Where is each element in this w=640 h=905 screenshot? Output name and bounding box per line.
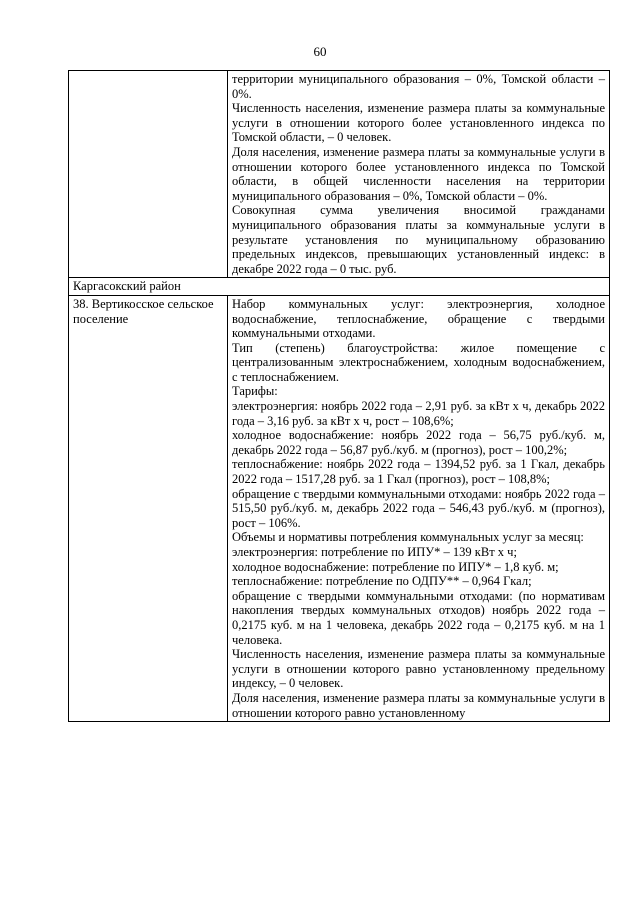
paragraph: Доля населения, изменение размера платы за коммунальные услуги в отношении которого более установленного индекса по Томской области, в общей численности населения на территории муниципального образования – 0%, Томской области – 0%.: [232, 144, 605, 203]
district-name: Каргасокский район: [69, 278, 610, 296]
table-row: [69, 71, 610, 278]
paragraph: обращение с твердыми коммунальными отходами: (по нормативам накопления твердых коммунальных отходов) ноябрь 2022 года – 0,2175 куб. м на 1 человека, декабрь 2022 года – 0,2175 куб. м на 1 человека.: [232, 588, 605, 647]
paragraph: Совокупная сумма увеличения вносимой гражданами муниципального образования платы за коммунальные услуги в результате установления по муниципальному образованию предельных индексов, превышающих установленный индекс: в декабре 2022 года – 0 тыс. руб.: [232, 203, 605, 276]
paragraph: Набор коммунальных услуг: электроэнергия, холодное водоснабжение, теплоснабжение, обращение с твердыми коммунальными отходами.: [232, 296, 605, 341]
paragraph: Объемы и нормативы потребления коммунальных услуг за месяц:: [232, 530, 584, 545]
paragraph: теплоснабжение: потребление по ОДПУ** – 0,964 Гкал;: [232, 574, 532, 589]
paragraph: электроэнергия: потребление по ИПУ* – 139 кВт х ч;: [232, 545, 517, 559]
document-table: [68, 70, 610, 722]
paragraph: Тарифы:: [232, 384, 278, 399]
paragraph: Тип (степень) благоустройства: жилое помещение с централизованным электроснабжением, холодным водоснабжением, с теплоснабжением.: [232, 340, 605, 384]
paragraph: холодное водоснабжение: потребление по ИПУ* – 1,8 куб. м;: [232, 559, 559, 574]
paragraph: Численность населения, изменение размера платы за коммунальные услуги в отношении которого равно установленному предельному индексу, – 0 человек.: [232, 647, 605, 691]
page-number: 60: [313, 44, 327, 59]
table-row: [69, 295, 610, 721]
paragraph: холодное водоснабжение: ноябрь 2022 года – 56,75 руб./куб. м, декабрь 2022 года – 56,87 руб./куб. м (прогноз), рост – 100,2%;: [232, 428, 605, 457]
municipality-cell: [69, 71, 228, 278]
indicators-cell: [228, 71, 610, 278]
municipality-cell: 38. Вертикосское сельское поселение: [69, 295, 228, 721]
paragraph: Доля населения, изменение размера платы за коммунальные услуги в отношении которого равно установленному: [232, 690, 605, 720]
paragraph: электроэнергия: ноябрь 2022 года – 2,91 руб. за кВт х ч, декабрь 2022 года – 3,16 руб. за кВт х ч, рост – 108,6%;: [232, 399, 605, 428]
indicators-cell: [228, 295, 610, 721]
district-row: [69, 278, 610, 296]
paragraph: Численность населения, изменение размера платы за коммунальные услуги в отношении которого более установленного индекса по Томской области, – 0 человек.: [232, 101, 605, 145]
paragraph: территории муниципального образования – 0%, Томской области – 0%.: [232, 72, 605, 101]
paragraph: обращение с твердыми коммунальными отходами: ноябрь 2022 года – 515,50 руб./куб. м, декабрь 2022 года – 546,43 руб./куб. м (прогноз), рост – 106%.: [232, 486, 605, 530]
paragraph: теплоснабжение: ноябрь 2022 года – 1394,52 руб. за 1 Гкал, декабрь 2022 года – 1517,28 руб. за 1 Гкал (прогноз), рост – 108,8%;: [232, 457, 605, 487]
